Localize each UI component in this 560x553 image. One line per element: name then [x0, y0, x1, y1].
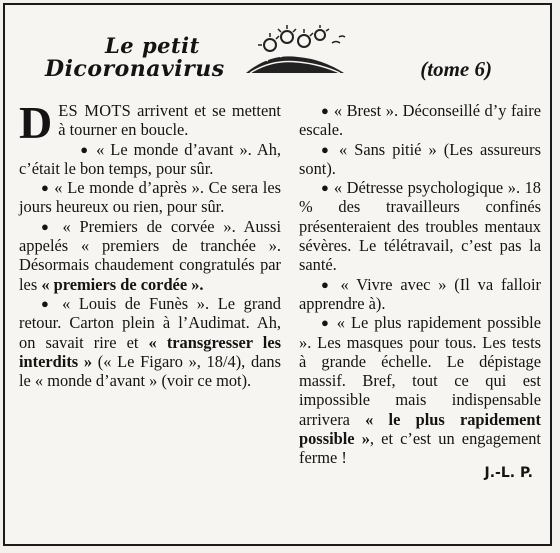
- entry-sans-pitie: [299, 140, 541, 179]
- entry-bold: « le plus rapidement possible »: [299, 409, 541, 449]
- article-frame: [3, 3, 552, 546]
- entry-monde-avant: [19, 140, 281, 179]
- tome-label: (tome 6): [420, 57, 492, 81]
- entry-text: « Le plus rapidement possible ». Les masques pour tous. Les tests à grande échelle. Le dépistage massif. Bref, tout ce qui est impossible mais indispensable arrivera: [299, 313, 541, 429]
- intro-caps: ES MOTS: [58, 101, 132, 120]
- entry-vivre-avec: [299, 275, 541, 314]
- entry-text-end: (« Le Figaro », 18/4), dans le « monde d’avant » (voir ce mot).: [19, 351, 281, 391]
- title-line-1: Le petit: [105, 33, 200, 58]
- bullet-icon: ●: [321, 141, 332, 157]
- entry-plus-rapidement: [299, 313, 541, 467]
- bullet-icon: ●: [80, 141, 91, 157]
- entry-text: « Vivre avec » (Il va falloir apprendre à).: [299, 274, 541, 313]
- bullet-icon: ●: [321, 103, 330, 118]
- bullet-icon: ●: [41, 295, 54, 311]
- bullet-icon: ●: [321, 180, 330, 196]
- intro-text: arrivent et se mettent à tourner en boucle.: [58, 101, 281, 140]
- right-column: [299, 101, 541, 483]
- entry-louis-de-funes: [19, 294, 281, 390]
- article-header: [5, 5, 550, 97]
- left-column: [19, 97, 282, 391]
- entry-text: « Brest ». Déconseillé d’y faire escale.: [299, 101, 541, 140]
- title-line-2: Dicoronavirus: [45, 56, 225, 82]
- bullet-icon: ●: [321, 315, 331, 331]
- entry-text-end: , et c’est un engagement ferme !: [299, 429, 541, 468]
- column-title: [45, 35, 225, 80]
- entry-premiers-corvee: [19, 217, 281, 294]
- bullet-icon: ●: [41, 218, 54, 234]
- entry-bold: « premiers de cordée ».: [41, 274, 204, 294]
- entry-text: « Louis de Funès ». Le grand retour. Carton plein à l’Audimat. Ah, on savait rire et: [19, 293, 281, 352]
- entry-text: « Premiers de corvée ». Aussi appelés « premiers de tranchée ». Désormais chaudement congratulés par les: [19, 216, 281, 294]
- entry-text: « Sans pitié » (Les assureurs sont).: [299, 139, 541, 178]
- author-signature: J.-L. P.: [484, 464, 533, 481]
- entry-text: « Le monde d’avant ». Ah, c’était le bon temps, pour sûr.: [19, 139, 282, 178]
- bullet-icon: ●: [41, 180, 50, 196]
- entry-bold: « transgresser les interdits »: [19, 332, 282, 371]
- virus-illustration: [240, 23, 350, 81]
- entry-text: « Le monde d’après ». Ce sera les jours heureux ou rien, pour sûr.: [19, 178, 281, 217]
- entry-monde-apres: [19, 178, 281, 217]
- drop-cap: D: [19, 97, 53, 148]
- intro-paragraph: [19, 97, 281, 148]
- entry-detresse: [299, 178, 541, 274]
- entry-brest: [299, 101, 541, 140]
- entry-text: « Détresse psychologique ». 18 % des travailleurs confinés présenteraient des troubles mentaux sévères. Le télétravail, c’est pas la santé.: [299, 178, 541, 275]
- bullet-icon: ●: [321, 276, 333, 292]
